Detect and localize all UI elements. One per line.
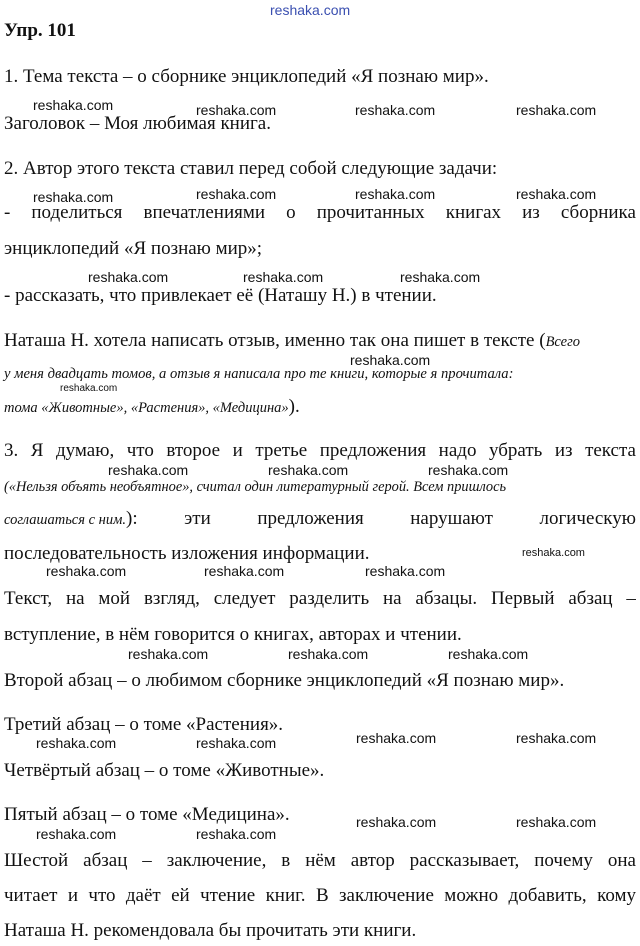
word: третье [255, 440, 308, 461]
word: книг. [265, 885, 306, 906]
paragraph-4-line-3 [4, 508, 636, 531]
word: второе [166, 440, 221, 461]
word: из [522, 202, 540, 223]
paragraph-4-line-4: последовательность изложения информации. [4, 543, 370, 564]
watermark: reshaka.com [400, 269, 481, 285]
word: Текст, [4, 588, 53, 609]
exercise-title: Упр. 101 [4, 20, 76, 41]
watermark: reshaka.com [204, 563, 285, 579]
word: заключение [339, 885, 434, 906]
word: абзац [568, 588, 613, 609]
quote-italic: соглашаться с ним. [4, 512, 126, 528]
paragraph-2-item-2: - рассказать, что привлекает её (Наташу Н.) в чтении. [4, 285, 437, 306]
paragraph-5-line-1 [4, 588, 636, 610]
word: что [88, 885, 116, 906]
watermark: reshaka.com [516, 730, 597, 746]
word: надо [438, 440, 477, 461]
watermark: reshaka.com [522, 547, 585, 559]
word: поделиться [31, 202, 123, 223]
watermark: reshaka.com [196, 735, 277, 751]
word: кому [597, 885, 636, 906]
word: Шестой [4, 850, 69, 871]
paragraph-4-line-2: («Нельзя объять необъятное», считал один литературный герой. Всем пришлось [4, 479, 507, 495]
watermark: reshaka.com [88, 269, 169, 285]
word: ей [171, 885, 190, 906]
watermark: reshaka.com [128, 646, 209, 662]
watermark: reshaka.com [46, 563, 127, 579]
quote-italic: тома «Животные», «Растения», «Медицина» [4, 400, 289, 416]
paragraph-10-line-3: Наташа Н. рекомендовала бы прочитать эти книги. [4, 920, 417, 941]
word: прочитанных [316, 202, 425, 223]
word: абзац [83, 850, 128, 871]
word: нарушают [410, 508, 493, 529]
word: разделить [289, 588, 370, 609]
paragraph-7: Третий абзац – о томе «Растения». [4, 714, 284, 735]
paragraph-4-line-1 [4, 440, 636, 462]
paragraph-6: Второй абзац – о любимом сборнике энциклопедий «Я познаю мир». [4, 670, 565, 691]
word: читает [4, 885, 58, 906]
watermark: reshaka.com [288, 646, 369, 662]
quote-end [4, 508, 138, 531]
watermark: reshaka.com [448, 646, 529, 662]
word: добавить, [508, 885, 587, 906]
word: она [607, 850, 636, 871]
paragraph-3-line-3 [4, 396, 300, 419]
word: книгах [445, 202, 502, 223]
word: – [142, 850, 152, 871]
word: взгляд, [143, 588, 200, 609]
word: и [232, 440, 243, 461]
word: на [382, 588, 402, 609]
word: убрать [488, 440, 543, 461]
word: Я [30, 440, 44, 461]
word: В [315, 885, 329, 906]
paragraph-1: 1. Тема текста – о сборнике энциклопедий «Я познаю мир». [4, 66, 489, 87]
watermark: reshaka.com [60, 383, 118, 394]
word: заключение, [166, 850, 267, 871]
paragraph-10-line-2 [4, 885, 636, 907]
word: даёт [125, 885, 161, 906]
word: ): [126, 508, 138, 529]
watermark: reshaka.com [243, 269, 324, 285]
watermark: reshaka.com [350, 352, 431, 368]
watermark: reshaka.com [36, 826, 117, 842]
watermark: reshaka.com [36, 735, 117, 751]
paragraph-8: Четвёртый абзац – о томе «Животные». [4, 760, 325, 781]
word: в [281, 850, 291, 871]
word: - [4, 202, 11, 223]
paragraph-2-item-1 [4, 202, 636, 224]
word: следует [213, 588, 276, 609]
word: предложения [257, 508, 364, 529]
word: 3. [4, 440, 19, 461]
word: почему [534, 850, 593, 871]
watermark: reshaka.com [428, 462, 509, 478]
paragraph-5-line-2: вступление, в нём говорится о книгах, авторах и чтении. [4, 624, 462, 645]
paragraph-3-line-2: у меня двадцать томов, а отзыв я написала про те книги, которые я прочитала: [4, 366, 514, 382]
watermark: reshaka.com [516, 186, 597, 202]
word: автор [350, 850, 395, 871]
text: Наташа Н. хотела написать отзыв, именно так она пишет в тексте ( [4, 330, 546, 351]
paragraph-10-line-1 [4, 850, 636, 872]
watermark: reshaka.com [356, 814, 437, 830]
watermark: reshaka.com [33, 97, 114, 113]
word: текста [585, 440, 636, 461]
word: о [286, 202, 296, 223]
word: – [626, 588, 636, 609]
watermark: reshaka.com [355, 102, 436, 118]
word: сборника [560, 202, 636, 223]
word: можно [444, 885, 499, 906]
watermark: reshaka.com [33, 189, 114, 205]
text: ). [288, 396, 300, 417]
watermark: reshaka.com [356, 730, 437, 746]
word: Первый [490, 588, 555, 609]
paragraph-9: Пятый абзац – о томе «Медицина». [4, 804, 290, 825]
word: мой [98, 588, 131, 609]
paragraph-3-line-1 [4, 330, 580, 353]
watermark: reshaka.com [196, 102, 277, 118]
watermark: reshaka.com [196, 826, 277, 842]
watermark: reshaka.com [108, 462, 189, 478]
watermark: reshaka.com [365, 563, 446, 579]
watermark: reshaka.com [355, 186, 436, 202]
word: нём [305, 850, 336, 871]
word: рассказывает, [409, 850, 520, 871]
quote-italic: Всего [545, 334, 581, 350]
watermark: reshaka.com [516, 102, 597, 118]
word: и [67, 885, 78, 906]
word: эти [184, 508, 211, 529]
word: на [65, 588, 85, 609]
word: думаю, [56, 440, 115, 461]
paragraph-2: 2. Автор этого текста ставил перед собой следующие задачи: [4, 158, 498, 179]
word: впечатлениями [143, 202, 266, 223]
word: чтение [200, 885, 256, 906]
watermark: reshaka.com [516, 814, 597, 830]
watermark: reshaka.com [196, 186, 277, 202]
paragraph-1-heading: Заголовок – Моя любимая книга. [4, 113, 271, 134]
word: логическую [539, 508, 636, 529]
word: абзацы. [415, 588, 478, 609]
word: из [554, 440, 573, 461]
word: что [126, 440, 154, 461]
paragraph-2-item-1-cont: энциклопедий «Я познаю мир»; [4, 238, 263, 259]
word: предложения [319, 440, 427, 461]
watermark: reshaka.com [268, 462, 349, 478]
watermark-top: reshaka.com [270, 2, 351, 18]
